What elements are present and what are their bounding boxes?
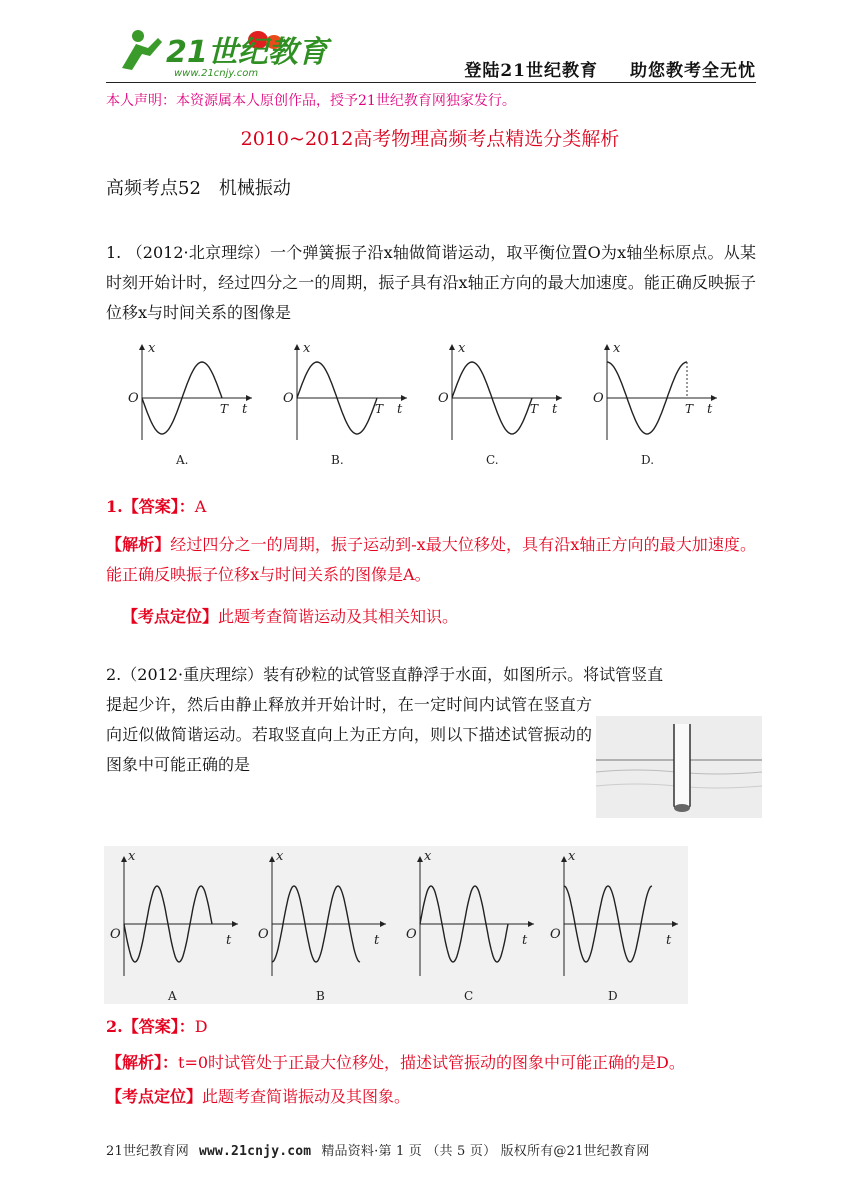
- option-label: B: [316, 989, 325, 1003]
- y-axis-label: x: [276, 849, 284, 864]
- point-2: [106, 1082, 756, 1112]
- y-axis-label: x: [148, 341, 156, 356]
- point-1-tag: 【考点定位】: [122, 607, 219, 626]
- period-label: T: [220, 402, 229, 416]
- analysis-2-text: t=0时试管处于正最大位移处，描述试管振动的图象中可能正确的是D。: [178, 1053, 685, 1072]
- site-logo: [108, 24, 328, 82]
- origin-label: O: [593, 391, 604, 406]
- question-1-graphs: [128, 340, 748, 480]
- origin-label: O: [550, 927, 561, 942]
- answer-2-value: D: [194, 1017, 208, 1036]
- footer: [106, 1140, 650, 1159]
- option-label: C.: [486, 453, 499, 467]
- answer-1-tag: 【答案】：: [122, 497, 195, 516]
- point-2-text: 此题考查简谐振动及其图象。: [202, 1087, 411, 1106]
- x-axis-label: t: [707, 402, 713, 417]
- q1-graph-d: [593, 341, 717, 467]
- origin-label: O: [438, 391, 449, 406]
- question-2-text: 提起少许，然后由静止释放并开始计时，在一定时间内试管在竖直方向近似做简谐运动。若取竖直向上为正方向，则以下描述试管振动的图象中可能正确的是: [106, 695, 592, 774]
- y-axis-arrow: [449, 344, 455, 350]
- analysis-1-tag: 【解析】: [106, 535, 171, 554]
- x-axis-arrow: [711, 395, 717, 401]
- footer-right: 精品资料·第 1 页 （共 5 页） 版权所有@21世纪教育网: [321, 1144, 650, 1159]
- option-label: C: [464, 989, 474, 1003]
- origin-label: O: [283, 391, 294, 406]
- origin-label: O: [128, 391, 139, 406]
- section-title: 高频考点52 机械振动: [106, 178, 291, 199]
- answer-2-tag: 【答案】：: [122, 1017, 195, 1036]
- x-axis-label: t: [522, 933, 528, 948]
- x-axis-label: t: [666, 933, 672, 948]
- option-label: A: [168, 989, 177, 1003]
- origin-label: O: [406, 927, 417, 942]
- answer-2-prefix: 2.: [106, 1017, 123, 1036]
- question-2-graphs: [104, 846, 688, 1006]
- slogan-left: 登陆21世纪教育: [464, 61, 598, 81]
- test-tube-figure: [596, 716, 762, 818]
- period-label: T: [685, 402, 694, 416]
- period-label: T: [530, 402, 539, 416]
- point-2-tag: 【考点定位】: [106, 1087, 203, 1106]
- y-axis-label: x: [613, 341, 621, 356]
- y-axis-label: x: [458, 341, 466, 356]
- slogan-right: 助您教考全无忧: [630, 61, 756, 81]
- y-axis-arrow: [604, 344, 610, 350]
- y-axis-label: x: [424, 849, 432, 864]
- y-axis-label: x: [303, 341, 311, 356]
- origin-label: O: [258, 927, 269, 942]
- x-axis-label: t: [242, 402, 248, 417]
- point-1: [122, 602, 772, 632]
- declaration: 本人声明：本资源属本人原创作品，授予21世纪教育网独家发行。: [106, 93, 516, 109]
- logo-text: 21世纪教育: [166, 35, 328, 70]
- document-title: 2010~2012高考物理高频考点精选分类解析: [240, 128, 620, 150]
- question-1-text: 1. （2012·北京理综）一个弹簧振子沿x轴做简谐运动，取平衡位置O为x轴坐标原点。从某时刻开始计时，经过四分之一的周期，振子具有沿x轴正方向的最大加速度。能正确反映振子位移x与时间关系的图像是: [106, 243, 756, 322]
- y-axis-label: x: [568, 849, 576, 864]
- analysis-2: [106, 1048, 756, 1078]
- period-label: T: [375, 402, 384, 416]
- x-axis-arrow: [246, 395, 252, 401]
- x-axis-label: t: [552, 402, 558, 417]
- analysis-1: [106, 530, 756, 590]
- answer-1: [106, 492, 756, 522]
- q1-graph-group: [128, 341, 717, 467]
- option-label: D: [608, 989, 618, 1003]
- point-1-text: 此题考查简谐运动及其相关知识。: [218, 607, 459, 626]
- y-axis-arrow: [139, 344, 145, 350]
- analysis-1-text: 经过四分之一的周期，振子运动到-x最大位移处，具有沿x轴正方向的最大加速度。能正确反映振子位移x与时间关系的图像是A。: [106, 535, 756, 584]
- answer-1-value: A: [194, 497, 207, 516]
- q1-graph-c: [438, 341, 562, 467]
- option-label: D.: [641, 453, 655, 467]
- answer-1-prefix: 1.: [106, 497, 123, 516]
- q1-graph-a: [128, 341, 252, 467]
- logo-url: www.21cnjy.com: [174, 68, 259, 79]
- y-axis-arrow: [294, 344, 300, 350]
- x-axis-arrow: [556, 395, 562, 401]
- footer-site: www.21cnjy.com: [198, 1144, 312, 1159]
- x-axis-arrow: [401, 395, 407, 401]
- x-axis-label: t: [226, 933, 232, 948]
- y-axis-label: x: [128, 849, 136, 864]
- header-divider: [106, 82, 756, 83]
- question-2-line-1: 2.（2012·重庆理综）装有砂粒的试管竖直静浮于水面，如图所示。将试管竖直: [106, 665, 664, 684]
- answer-2: [106, 1012, 756, 1042]
- q1-graph-b: [283, 341, 407, 467]
- header-slogan: [464, 56, 756, 81]
- x-axis-label: t: [397, 402, 403, 417]
- option-label: B.: [331, 453, 344, 467]
- option-label: A.: [176, 453, 189, 467]
- analysis-2-tag: 【解析】：: [106, 1053, 179, 1072]
- origin-label: O: [110, 927, 121, 942]
- footer-left: 21世纪教育网: [106, 1144, 189, 1159]
- x-axis-label: t: [374, 933, 380, 948]
